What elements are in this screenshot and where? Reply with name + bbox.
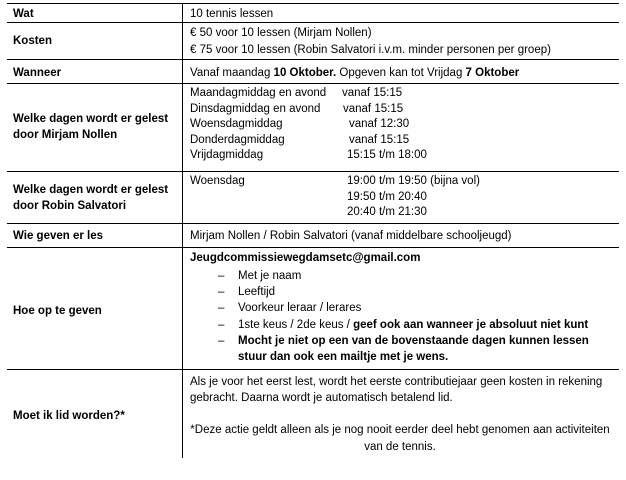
row-label bbox=[13, 111, 168, 143]
list-item bbox=[190, 333, 618, 365]
schedule-day: Maandagmiddag en avond bbox=[190, 87, 327, 99]
dash-bullet: – bbox=[218, 270, 225, 282]
column-divider bbox=[182, 248, 183, 370]
list-item bbox=[190, 284, 618, 300]
start-date: 10 Oktober. bbox=[273, 67, 337, 79]
row-wanneer bbox=[7, 59, 619, 84]
membership-text: Als je voor het eerst lest, wordt het eerste contributiejaar geen kosten in rekening gebracht. Daarna wordt je automatisch betalend lid. bbox=[190, 376, 603, 404]
list-item-text: Voorkeur leraar / lerares bbox=[238, 302, 362, 315]
column-divider bbox=[182, 224, 183, 248]
column-divider bbox=[182, 172, 183, 224]
row-label-line-1: Welke dagen wordt er gelest bbox=[13, 113, 169, 125]
row-wie bbox=[7, 223, 619, 248]
when-text: Vanaf maandag bbox=[190, 67, 274, 79]
schedule-time: 15:15 t/m 18:00 bbox=[347, 149, 427, 162]
membership-note: *Deze actie geldt alleen als je nog nooit eerder deel hebt genomen aan activiteiten van de tennis. bbox=[190, 424, 610, 453]
schedule-day: Woensdagmiddag bbox=[190, 118, 283, 131]
column-divider bbox=[182, 4, 183, 23]
row-label-line-2: door Mirjam Nollen bbox=[13, 129, 118, 141]
schedule-time: vanaf 15:15 bbox=[343, 102, 404, 115]
list-item-text: Met je naam bbox=[238, 270, 302, 282]
column-divider bbox=[182, 370, 183, 458]
signup-email: Jeugdcommissiewegdamsetc@gmail.com bbox=[190, 252, 421, 264]
row-mirjam-schedule bbox=[7, 83, 619, 172]
row-value: 10 tennis lessen bbox=[190, 8, 274, 20]
row-label: Wie geven er les bbox=[13, 230, 104, 242]
row-label: Wat bbox=[13, 8, 34, 20]
schedule-time: vanaf 15:15 bbox=[342, 87, 403, 99]
signup-text: Opgeven kan tot Vrijdag bbox=[336, 67, 466, 79]
row-wat bbox=[7, 3, 619, 23]
list-item bbox=[190, 300, 618, 316]
row-robin-schedule bbox=[7, 171, 619, 224]
row-value: Mirjam Nollen / Robin Salvatori (vanaf middelbare schooljeugd) bbox=[190, 230, 512, 242]
list-item bbox=[190, 268, 618, 284]
cost-line-1: € 50 voor 10 lessen (Mirjam Nollen) bbox=[190, 27, 372, 39]
row-label-line-1: Welke dagen wordt er gelest bbox=[13, 184, 169, 196]
row-label-line-2: door Robin Salvatori bbox=[13, 200, 127, 212]
schedule-time: 19:00 t/m 19:50 (bijna vol) bbox=[347, 175, 480, 187]
schedule-time: vanaf 12:30 bbox=[349, 118, 410, 131]
schedule-day: Donderdagmiddag bbox=[190, 133, 285, 146]
row-label: Kosten bbox=[13, 35, 52, 47]
dash-bullet: – bbox=[218, 334, 225, 347]
row-label: Moet ik lid worden?* bbox=[13, 410, 125, 422]
row-lid bbox=[7, 369, 619, 458]
row-hoe bbox=[7, 247, 619, 370]
list-item-text: Leeftijd bbox=[238, 286, 276, 299]
row-value bbox=[190, 65, 519, 81]
row-kosten bbox=[7, 22, 619, 60]
list-item-emphasis: geef ook aan wanneer je absoluut niet kunt bbox=[353, 318, 589, 331]
dash-bullet: – bbox=[218, 302, 225, 315]
schedule-day: Vrijdagmiddag bbox=[190, 149, 264, 162]
row-label bbox=[13, 182, 168, 214]
list-item-emphasis: Mocht je niet op een van de bovenstaande dagen kunnen lessen stuur dan ook een mailtje met je wens. bbox=[238, 334, 589, 364]
schedule-day: Woensdag bbox=[190, 175, 245, 187]
row-label: Wanneer bbox=[13, 67, 62, 79]
signup-requirements-list bbox=[190, 268, 618, 365]
schedule-time: 20:40 t/m 21:30 bbox=[347, 206, 427, 219]
cost-line-2: € 75 voor 10 lessen (Robin Salvatori i.v.m. minder personen per groep) bbox=[190, 44, 551, 56]
schedule-time: vanaf 15:15 bbox=[349, 133, 410, 146]
dash-bullet: – bbox=[218, 286, 225, 299]
row-label: Hoe op te geven bbox=[13, 305, 102, 317]
dash-bullet: – bbox=[218, 318, 225, 331]
list-item bbox=[190, 317, 618, 333]
column-divider bbox=[182, 60, 183, 84]
schedule-day: Dinsdagmiddag en avond bbox=[190, 102, 321, 115]
list-item-text: 1ste keus / 2de keus / bbox=[238, 318, 354, 331]
signup-deadline: 7 Oktober bbox=[465, 67, 520, 79]
schedule-time: 19:50 t/m 20:40 bbox=[347, 190, 427, 203]
column-divider bbox=[182, 23, 183, 60]
column-divider bbox=[182, 84, 183, 172]
